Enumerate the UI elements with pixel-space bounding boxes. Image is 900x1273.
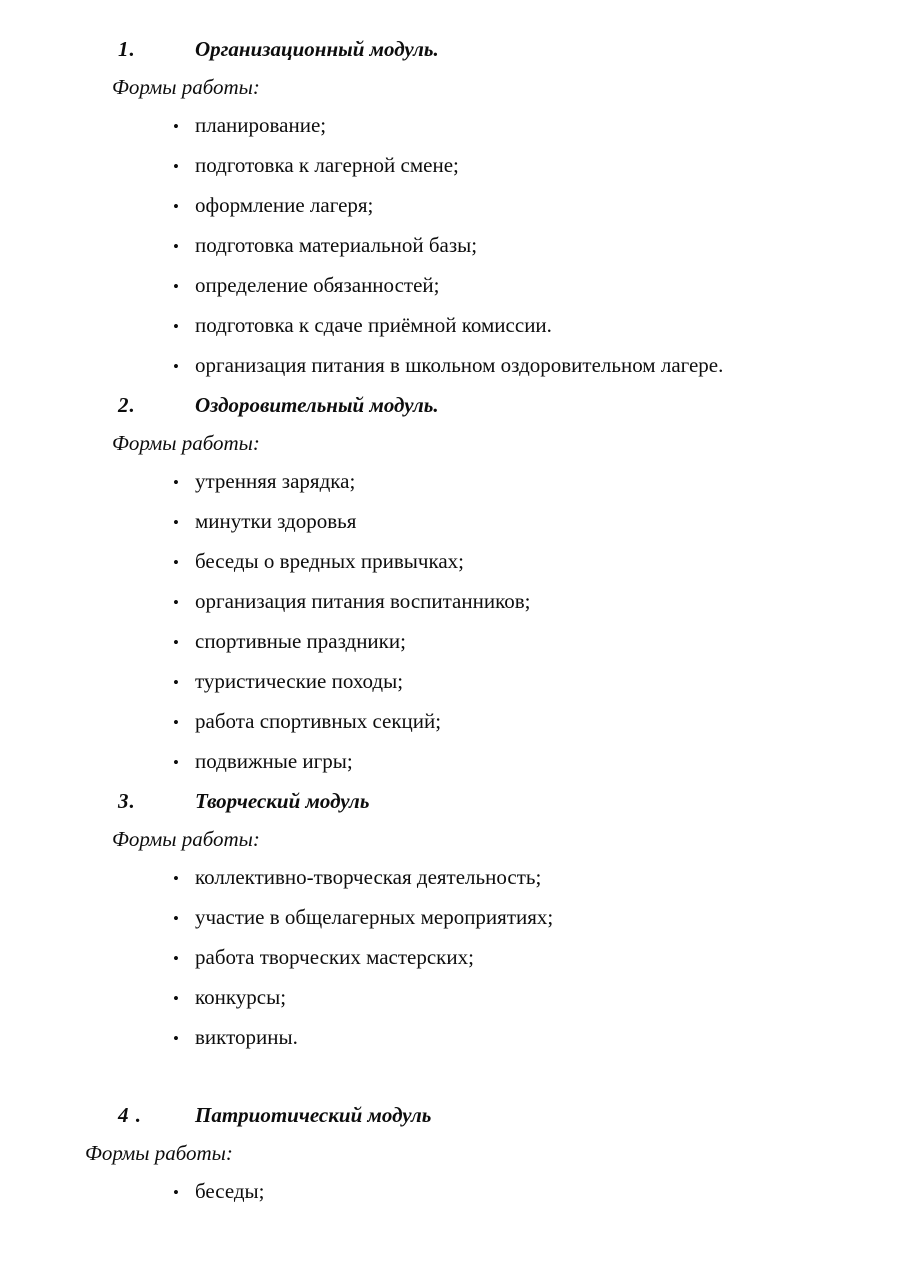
- list-item-text: работа спортивных секций;: [195, 709, 442, 733]
- list-item: [85, 1018, 840, 1058]
- list-item: [85, 266, 840, 306]
- list-item: [85, 1172, 840, 1212]
- bullet-icon: •: [173, 357, 179, 376]
- section-title: Творческий модуль: [195, 789, 370, 813]
- list-item-text: оформление лагеря;: [195, 193, 374, 217]
- list-item-text: беседы о вредных привычках;: [195, 549, 465, 573]
- bullet-icon: •: [173, 989, 179, 1008]
- bullet-icon: •: [173, 713, 179, 732]
- bullet-icon: •: [173, 277, 179, 296]
- section-title: Оздоровительный модуль.: [195, 393, 439, 417]
- bullet-icon: •: [173, 1183, 179, 1202]
- bullet-icon: •: [173, 317, 179, 336]
- list-item-text: беседы;: [195, 1179, 265, 1203]
- bullet-icon: •: [173, 513, 179, 532]
- bullet-icon: •: [173, 197, 179, 216]
- section-item-list: [85, 462, 840, 782]
- list-item-text: утренняя зарядка;: [195, 469, 356, 493]
- list-item: [85, 742, 840, 782]
- list-item: [85, 186, 840, 226]
- section-subtitle: Формы работы:: [112, 431, 260, 455]
- list-item: [85, 462, 840, 502]
- bullet-icon: •: [173, 237, 179, 256]
- list-item: [85, 702, 840, 742]
- list-item: [85, 346, 840, 386]
- list-item: [85, 858, 840, 898]
- list-item: [85, 106, 840, 146]
- list-item: [85, 306, 840, 346]
- list-item: [85, 582, 840, 622]
- bullet-icon: •: [173, 753, 179, 772]
- bullet-icon: •: [173, 553, 179, 572]
- list-item-text: подготовка материальной базы;: [195, 233, 478, 257]
- list-item-text: подготовка к лагерной смене;: [195, 153, 459, 177]
- section-number: 3.: [118, 789, 136, 813]
- bullet-icon: •: [173, 633, 179, 652]
- list-item-text: минутки здоровья: [195, 509, 357, 533]
- list-item-text: викторины.: [195, 1025, 298, 1049]
- list-item: [85, 662, 840, 702]
- list-item: [85, 938, 840, 978]
- section-number: 4 .: [118, 1103, 142, 1127]
- list-item-text: определение обязанностей;: [195, 273, 440, 297]
- list-item-text: организация питания в школьном оздоровительном лагере.: [195, 353, 724, 377]
- list-item-text: участие в общелагерных мероприятиях;: [195, 905, 554, 929]
- module-section: [85, 386, 840, 782]
- section-title: Организационный модуль.: [195, 37, 439, 61]
- bullet-icon: •: [173, 909, 179, 928]
- list-item: [85, 898, 840, 938]
- list-item: [85, 146, 840, 186]
- bullet-icon: •: [173, 157, 179, 176]
- bullet-icon: •: [173, 1029, 179, 1048]
- list-item-text: спортивные праздники;: [195, 629, 406, 653]
- section-heading: [85, 30, 840, 68]
- list-item: [85, 502, 840, 542]
- module-section: [85, 30, 840, 386]
- section-subtitle: Формы работы:: [112, 75, 260, 99]
- section-subtitle: Формы работы:: [112, 827, 260, 851]
- section-heading: [85, 1096, 840, 1134]
- list-item-text: конкурсы;: [195, 985, 287, 1009]
- bullet-icon: •: [173, 593, 179, 612]
- section-item-list: [85, 1172, 840, 1212]
- section-number: 1.: [118, 37, 136, 61]
- module-section: [85, 782, 840, 1058]
- list-item: [85, 226, 840, 266]
- list-item-text: работа творческих мастерских;: [195, 945, 474, 969]
- bullet-icon: •: [173, 473, 179, 492]
- list-item-text: туристические походы;: [195, 669, 404, 693]
- list-item: [85, 978, 840, 1018]
- list-item-text: планирование;: [195, 113, 327, 137]
- list-item-text: коллективно-творческая деятельность;: [195, 865, 542, 889]
- section-heading: [85, 386, 840, 424]
- section-heading: [85, 782, 840, 820]
- section-item-list: [85, 858, 840, 1058]
- list-item-text: подготовка к сдаче приёмной комиссии.: [195, 313, 552, 337]
- section-number: 2.: [118, 393, 136, 417]
- section-subtitle: Формы работы:: [85, 1141, 233, 1165]
- document-body: [85, 30, 840, 1212]
- section-title: Патриотический модуль: [195, 1103, 432, 1127]
- bullet-icon: •: [173, 869, 179, 888]
- list-item-text: организация питания воспитанников;: [195, 589, 531, 613]
- bullet-icon: •: [173, 117, 179, 136]
- list-item: [85, 622, 840, 662]
- bullet-icon: •: [173, 673, 179, 692]
- module-section: [85, 1096, 840, 1212]
- section-item-list: [85, 106, 840, 386]
- list-item: [85, 542, 840, 582]
- bullet-icon: •: [173, 949, 179, 968]
- list-item-text: подвижные игры;: [195, 749, 353, 773]
